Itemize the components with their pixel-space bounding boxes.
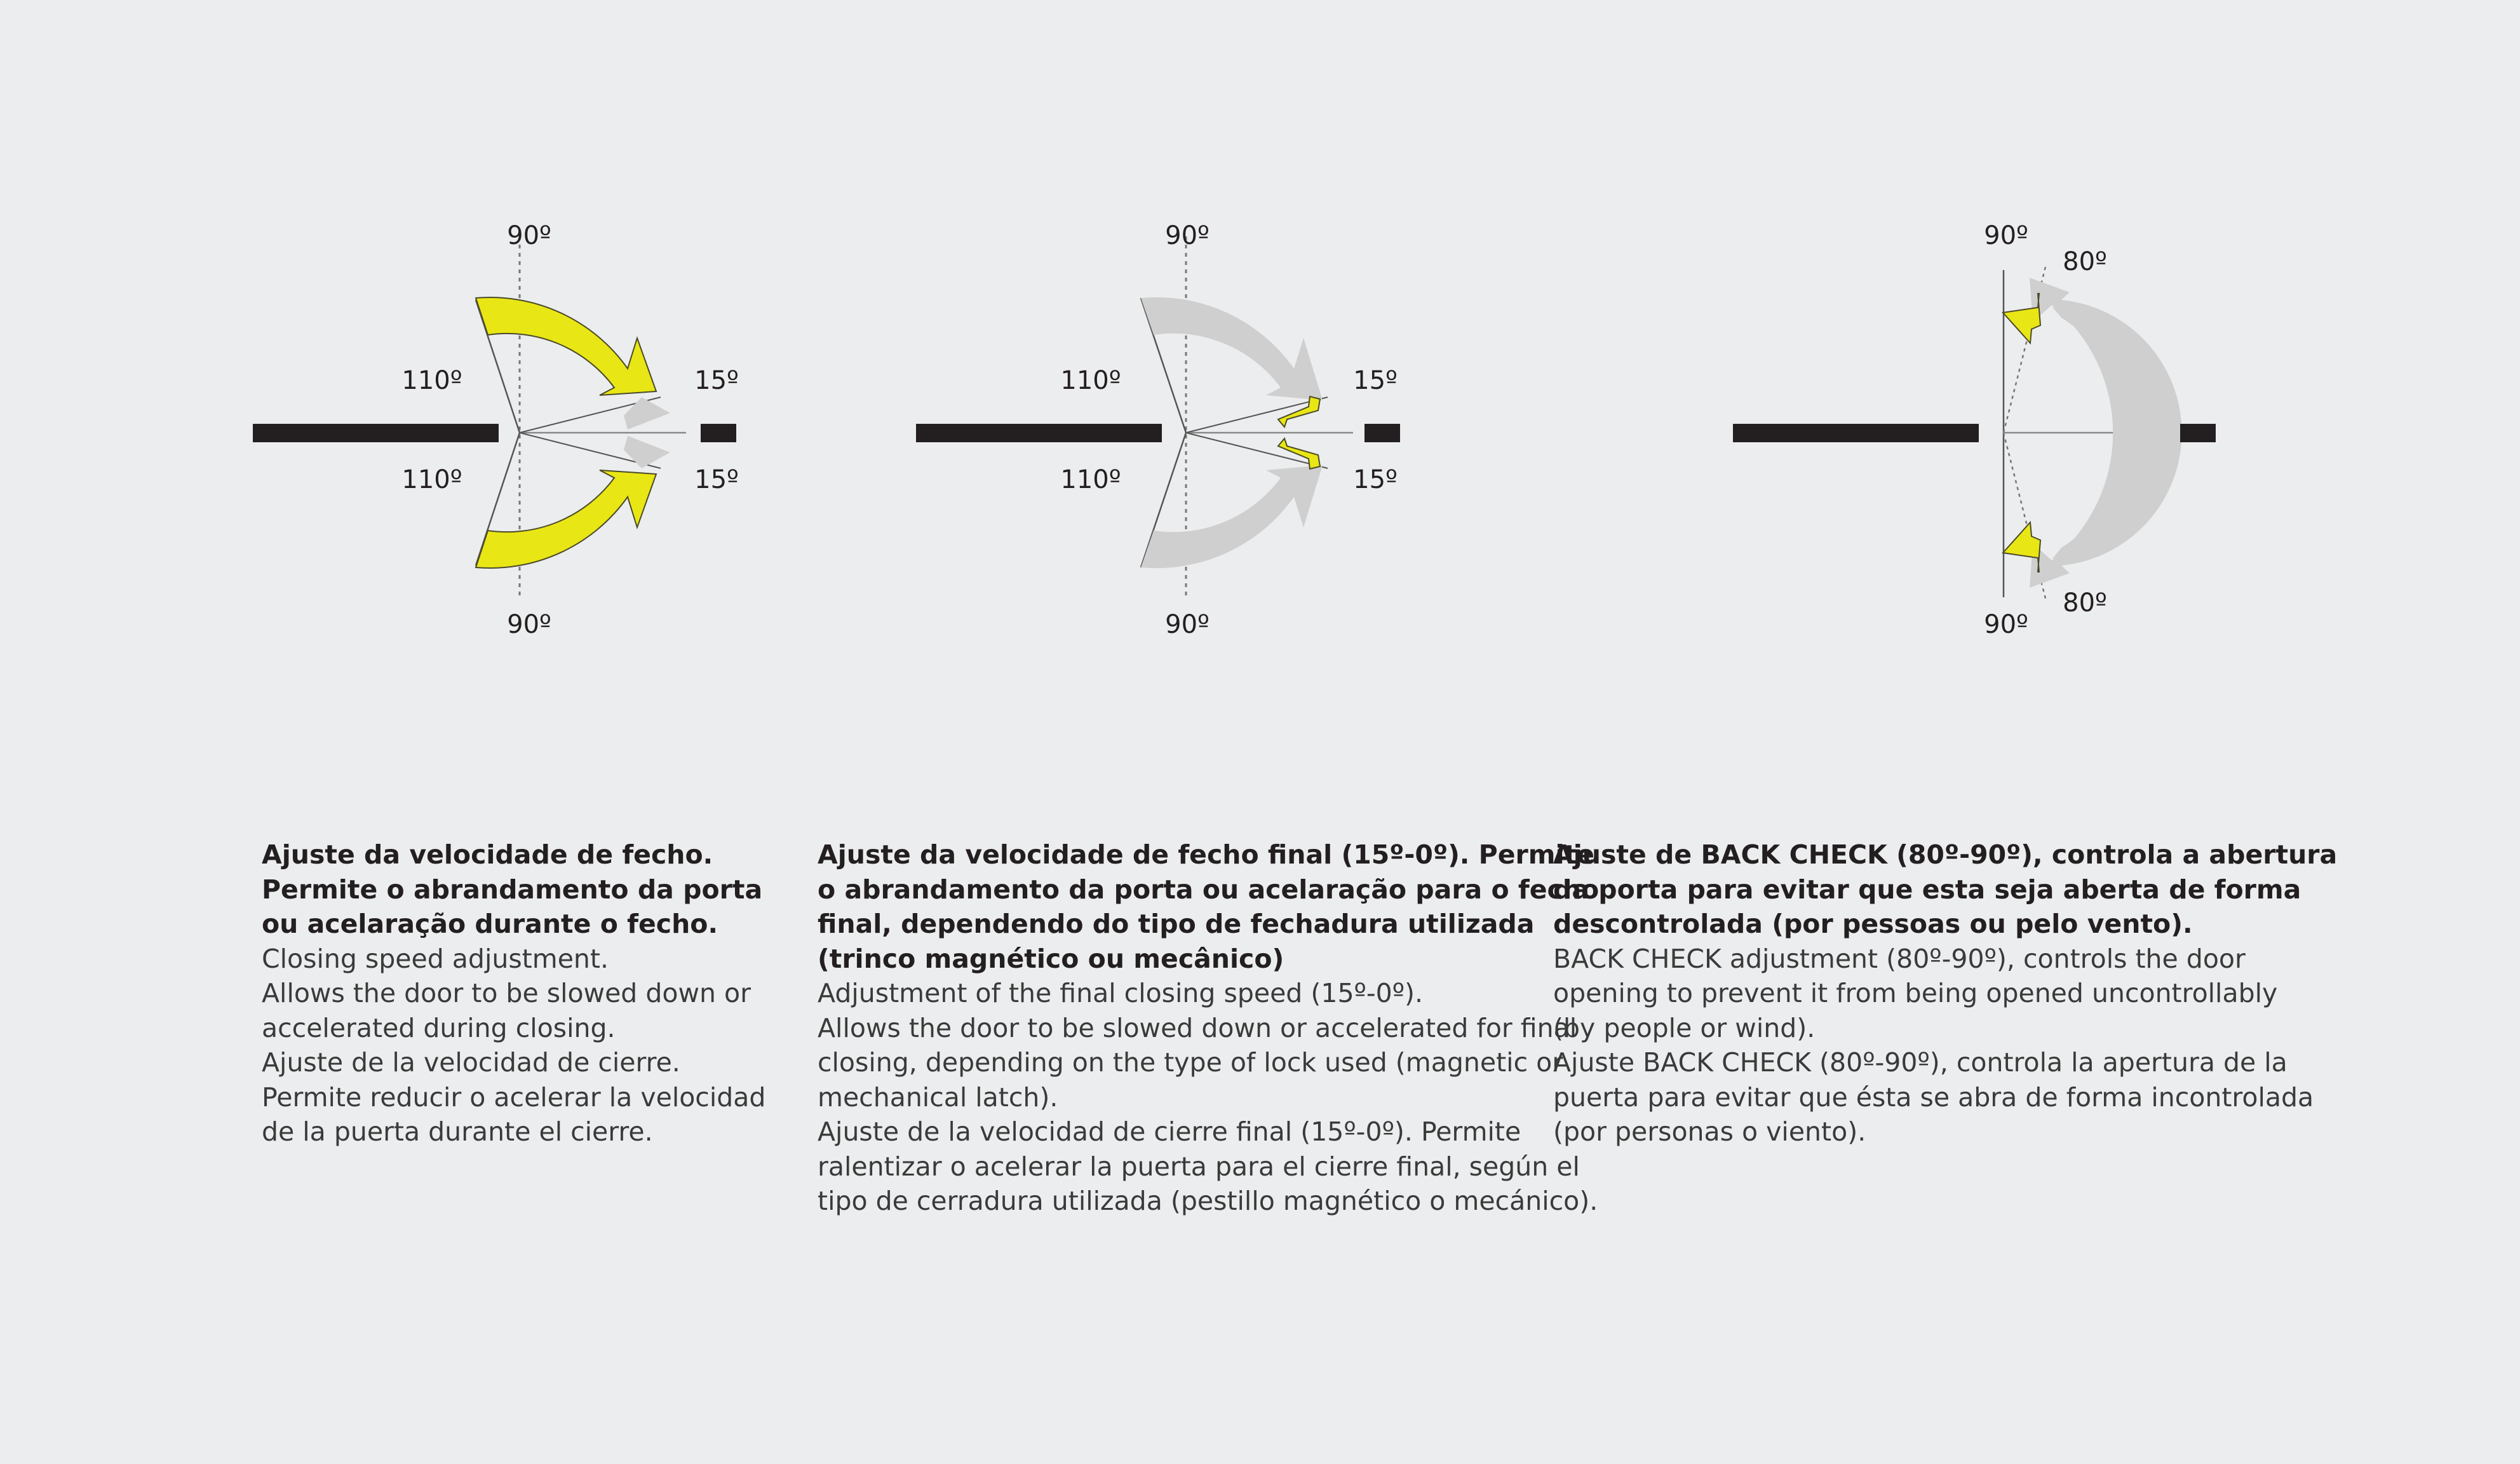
label-90-bottom: 90º [1165, 610, 1209, 639]
caption-bold-line: Ajuste de BACK CHECK (80º-90º), controla a abertura [1553, 839, 2338, 870]
caption-bold-line: final, dependendo do tipo de fechadura utilizada [818, 909, 1535, 939]
diagram-closing-speed [253, 221, 739, 639]
caption-line: Allows the door to be slowed down or accelerated for final [818, 1012, 1577, 1043]
grey-closing-arrow-lower [1141, 465, 1323, 568]
door-frame [1364, 424, 1400, 442]
caption-final-closing-speed [818, 837, 1599, 1219]
yellow-final-arrow-lower [1278, 438, 1320, 469]
diagrams-canvas [0, 0, 2520, 699]
caption-line: opening to prevent it from being opened uncontrollably [1553, 978, 2278, 1008]
label-90-top: 90º [1984, 221, 2028, 250]
label-15-upper: 15º [1353, 366, 1398, 395]
caption-line: Allows the door to be slowed down or [262, 978, 751, 1008]
label-15-lower: 15º [694, 465, 739, 494]
label-80-lower: 80º [2063, 588, 2107, 618]
caption-line: Ajuste de la velocidad de cierre final (15º-0º). Permite [818, 1116, 1521, 1147]
caption-closing-speed [262, 837, 765, 1149]
small-grey-arrow-upper [624, 397, 670, 430]
diagram-final-closing-speed [916, 221, 1400, 639]
label-110-lower: 110º [401, 465, 462, 494]
grey-closing-arrow-upper [1141, 297, 1323, 400]
caption-bold-line: (trinco magnético ou mecânico) [818, 943, 1284, 974]
label-90-top: 90º [507, 221, 551, 250]
caption-line: (by people or wind). [1553, 1012, 1816, 1043]
caption-line: tipo de cerradura utilizada (pestillo magnético o mecánico). [818, 1186, 1598, 1216]
caption-bold-line: da porta para evitar que esta seja aberta de forma [1553, 874, 2301, 905]
label-110-lower: 110º [1060, 465, 1121, 494]
label-15-lower: 15º [1353, 465, 1398, 494]
caption-bold-line: Permite o abrandamento da porta [262, 874, 763, 905]
caption-bold-line: Ajuste da velocidade de fecho final (15º-0º). Permite [818, 839, 1594, 870]
label-15-upper: 15º [694, 366, 739, 395]
caption-line: Permite reducir o acelerar la velocidad [262, 1081, 766, 1113]
label-110-upper: 110º [401, 366, 462, 395]
label-90-bottom: 90º [1984, 610, 2028, 639]
caption-line: ralentizar o acelerar la puerta para el cierre final, según el [818, 1151, 1580, 1182]
door-leaf [1733, 424, 1979, 442]
caption-line: puerta para evitar que ésta se abra de forma incontrolada [1553, 1081, 2314, 1113]
caption-line: (por personas o viento). [1553, 1116, 1866, 1147]
caption-back-check [1553, 837, 2337, 1149]
label-110-upper: 110º [1060, 366, 1121, 395]
caption-bold-line: Ajuste da velocidade de fecho. [262, 839, 713, 870]
caption-bold-line: descontrolada (por pessoas ou pelo vento). [1553, 909, 2193, 939]
label-90-top: 90º [1165, 221, 1209, 250]
caption-line: Closing speed adjustment. [262, 943, 609, 974]
guide-15-lower [1186, 433, 1328, 468]
guide-15-upper [1186, 397, 1328, 433]
label-80-upper: 80º [2063, 247, 2107, 276]
caption-line: Adjustment of the final closing speed (15º-0º). [818, 978, 1424, 1008]
caption-line: Ajuste BACK CHECK (80º-90º), controla la apertura de la [1553, 1047, 2288, 1078]
small-grey-arrow-lower [624, 436, 670, 468]
diagram-back-check [1733, 221, 2216, 639]
yellow-final-arrow-upper [1278, 396, 1320, 427]
caption-bold-line: o abrandamento da porta ou acelaração para o fecho [818, 874, 1600, 905]
caption-line: BACK CHECK adjustment (80º-90º), controls the door [1553, 943, 2246, 974]
caption-line: de la puerta durante el cierre. [262, 1116, 653, 1147]
caption-bold-line: ou acelaração durante o fecho. [262, 909, 718, 939]
caption-line: Ajuste de la velocidad de cierre. [262, 1047, 680, 1078]
caption-line: accelerated during closing. [262, 1012, 616, 1043]
caption-line: closing, depending on the type of lock used (magnetic or [818, 1047, 1563, 1078]
label-90-bottom: 90º [507, 610, 551, 639]
caption-line: mechanical latch). [818, 1081, 1058, 1113]
door-frame [701, 424, 736, 442]
door-frame [2180, 424, 2216, 442]
door-leaf [916, 424, 1162, 442]
door-leaf [253, 424, 499, 442]
